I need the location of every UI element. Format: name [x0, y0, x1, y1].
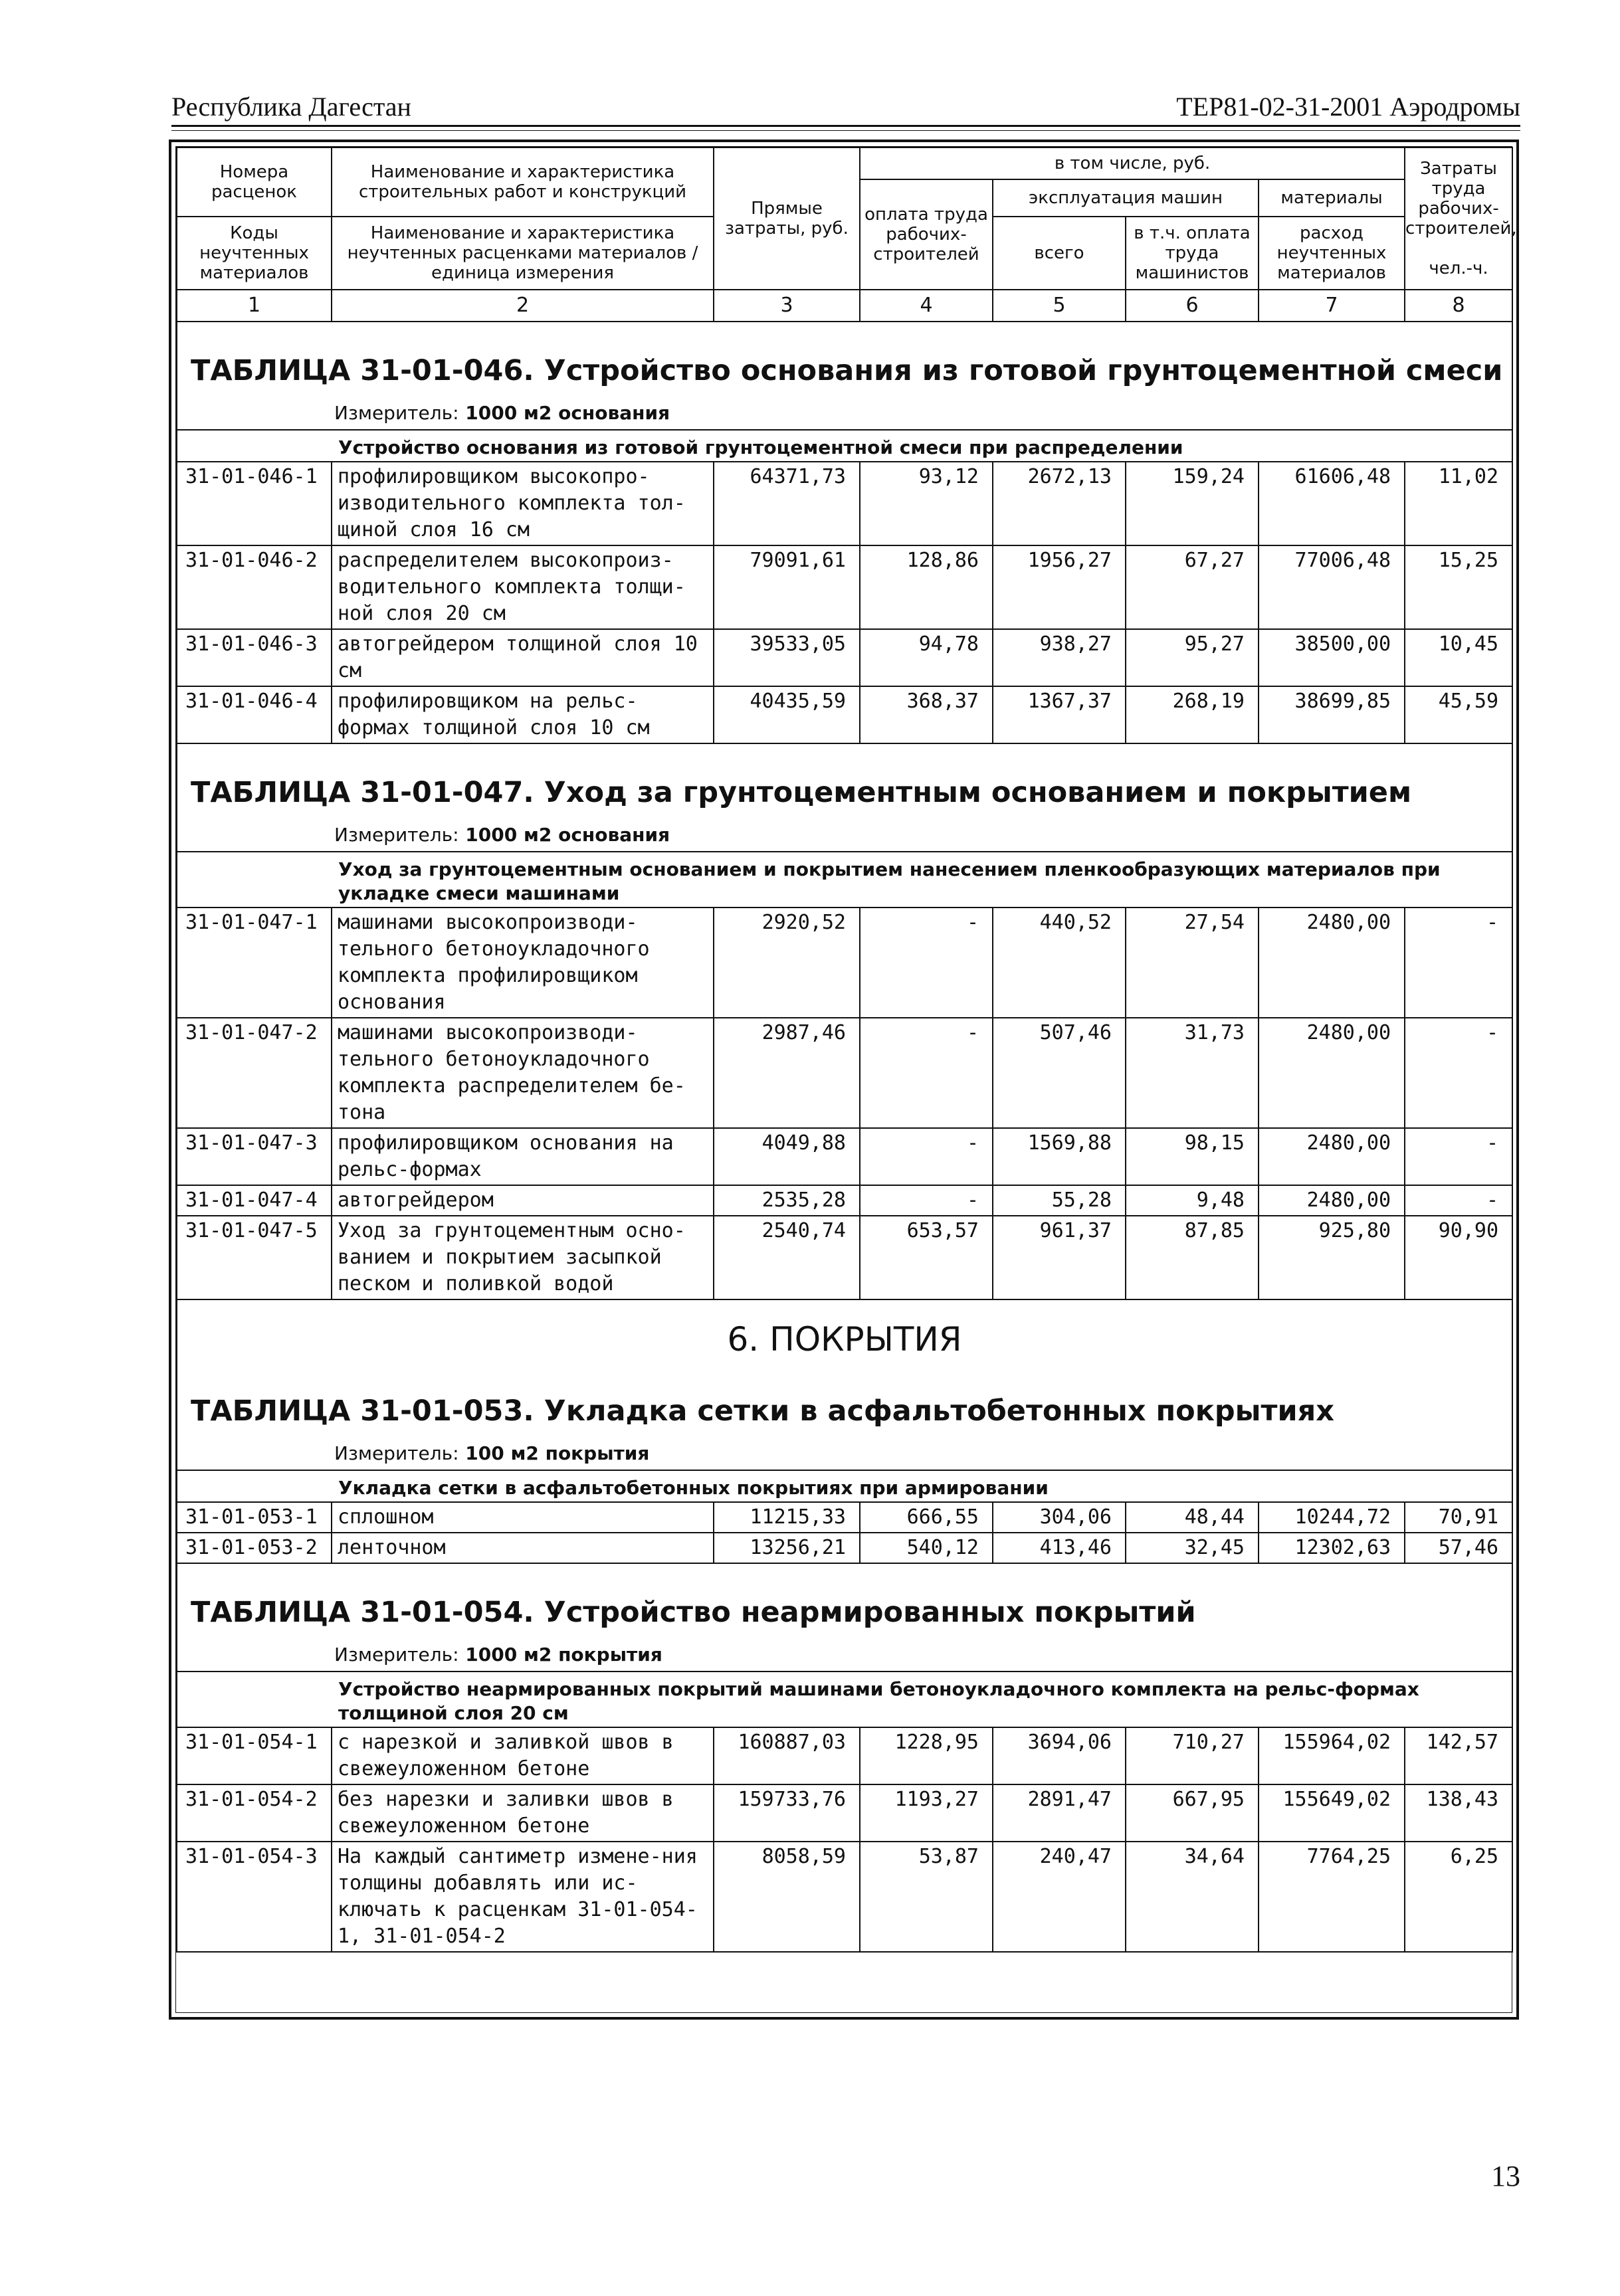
value-c4: 94,78 [860, 629, 993, 686]
subsection-title: Устройство основания из готовой грунтоцементной смеси при распределении [332, 430, 1512, 462]
rate-code: 31-01-046-2 [177, 545, 332, 629]
value-c3: 2987,46 [714, 1018, 860, 1128]
value-c4: 653,57 [860, 1216, 993, 1299]
table-row [177, 686, 1512, 743]
value-c6: 34,64 [1126, 1842, 1259, 1952]
unit-label: Измеритель: [334, 402, 459, 424]
value-c7: 10244,72 [1259, 1502, 1405, 1533]
col-number: 2 [332, 290, 714, 322]
rate-code: 31-01-047-4 [177, 1185, 332, 1216]
value-c6: 159,24 [1126, 462, 1259, 545]
unit-of-measure [177, 816, 1512, 852]
table-row [177, 1784, 1512, 1842]
unit-value: 1000 м2 основания [465, 402, 670, 424]
subsection-title: Укладка сетки в асфальтобетонных покрытиях при армировании [332, 1470, 1512, 1502]
value-c4: 666,55 [860, 1502, 993, 1533]
work-description: профилировщиком на рельс-формах толщиной слоя 10 см [332, 686, 714, 743]
table-row [177, 462, 1512, 545]
subsection-row [177, 852, 1512, 908]
rates-table [176, 147, 1517, 1953]
value-c7: 2480,00 [1259, 1185, 1405, 1216]
header-region: Республика Дагестан [171, 92, 411, 122]
value-c6: 31,73 [1126, 1018, 1259, 1128]
value-c5: 938,27 [993, 629, 1126, 686]
unit-of-measure [177, 1434, 1512, 1470]
col-number: 5 [993, 290, 1126, 322]
value-c6: 9,48 [1126, 1185, 1259, 1216]
table-row [177, 1842, 1512, 1952]
value-c3: 11215,33 [714, 1502, 860, 1533]
rate-code: 31-01-047-3 [177, 1128, 332, 1185]
value-c3: 2535,28 [714, 1185, 860, 1216]
page-header [171, 86, 1520, 127]
col-header-codes: Номера расценок [177, 147, 332, 217]
value-c6: 98,15 [1126, 1128, 1259, 1185]
value-c4: 1193,27 [860, 1784, 993, 1842]
value-c8: 6,25 [1405, 1842, 1512, 1952]
table-row [177, 1185, 1512, 1216]
work-description: машинами высокопроизводи-тельного бетоноукладочного комплекта распределителем бе-тона [332, 1018, 714, 1128]
table-title-row [177, 322, 1512, 394]
work-description: ленточном [332, 1533, 714, 1563]
value-c4: 368,37 [860, 686, 993, 743]
work-description: с нарезкой и заливкой швов в свежеуложенном бетоне [332, 1727, 714, 1784]
value-c6: 48,44 [1126, 1502, 1259, 1533]
rate-code: 31-01-046-3 [177, 629, 332, 686]
table-title: ТАБЛИЦА 31-01-053. Укладка сетки в асфальтобетонных покрытиях [177, 1363, 1512, 1434]
value-c4: 93,12 [860, 462, 993, 545]
value-c7: 38699,85 [1259, 686, 1405, 743]
page-number: 13 [1491, 2160, 1520, 2192]
unit-label: Измеритель: [334, 1442, 459, 1464]
value-c5: 55,28 [993, 1185, 1126, 1216]
rate-code: 31-01-046-4 [177, 686, 332, 743]
value-c4: - [860, 1018, 993, 1128]
unit-of-measure [177, 394, 1512, 430]
col-header-machines-total: всего [993, 217, 1126, 290]
value-c8: 142,57 [1405, 1727, 1512, 1784]
value-c3: 159733,76 [714, 1784, 860, 1842]
value-c4: 1228,95 [860, 1727, 993, 1784]
table-row [177, 1216, 1512, 1299]
table-row [177, 908, 1512, 1018]
table-row [177, 1128, 1512, 1185]
col-header-including: в том числе, руб. [860, 147, 1405, 179]
value-c3: 79091,61 [714, 545, 860, 629]
value-c7: 77006,48 [1259, 545, 1405, 629]
work-description: профилировщиком основания на рельс-формах [332, 1128, 714, 1185]
work-description: Уход за грунтоцементным осно-ванием и покрытием засыпкой песком и поливкой водой [332, 1216, 714, 1299]
value-c6: 32,45 [1126, 1533, 1259, 1563]
value-c3: 4049,88 [714, 1128, 860, 1185]
value-c7: 61606,48 [1259, 462, 1405, 545]
rate-code: 31-01-047-2 [177, 1018, 332, 1128]
value-c3: 13256,21 [714, 1533, 860, 1563]
value-c3: 8058,59 [714, 1842, 860, 1952]
value-c7: 2480,00 [1259, 1018, 1405, 1128]
unit-value: 100 м2 покрытия [465, 1442, 650, 1464]
value-c6: 268,19 [1126, 686, 1259, 743]
col-header-name: Наименование и характеристика строительных работ и конструкций [332, 147, 714, 217]
value-c5: 1367,37 [993, 686, 1126, 743]
header-rule [171, 130, 1520, 131]
work-description: профилировщиком высокопро-изводительного комплекта тол-щиной слоя 16 см [332, 462, 714, 545]
value-c4: - [860, 1128, 993, 1185]
col-number: 7 [1259, 290, 1405, 322]
value-c3: 40435,59 [714, 686, 860, 743]
value-c8: 57,46 [1405, 1533, 1512, 1563]
unit-value: 1000 м2 покрытия [465, 1644, 662, 1666]
work-description: сплошном [332, 1502, 714, 1533]
work-description: автогрейдером [332, 1185, 714, 1216]
value-c6: 27,54 [1126, 908, 1259, 1018]
value-c5: 1956,27 [993, 545, 1126, 629]
table-title-row [177, 1363, 1512, 1434]
rate-code: 31-01-053-2 [177, 1533, 332, 1563]
subsection-title: Устройство неармированных покрытий машинами бетоноукладочного комплекта на рельс-формах толщиной слоя 20 см [332, 1672, 1512, 1727]
rate-code: 31-01-046-1 [177, 462, 332, 545]
col-header-material-codes: Коды неучтенных материалов [177, 217, 332, 290]
col-number: 8 [1405, 290, 1512, 322]
value-c8: 11,02 [1405, 462, 1512, 545]
work-description: машинами высокопроизводи-тельного бетоноукладочного комплекта профилировщиком основания [332, 908, 714, 1018]
subsection-row [177, 1672, 1512, 1727]
rate-code: 31-01-047-1 [177, 908, 332, 1018]
value-c4: - [860, 1185, 993, 1216]
value-c8: - [1405, 1128, 1512, 1185]
value-c8: 90,90 [1405, 1216, 1512, 1299]
table-row [177, 629, 1512, 686]
subsection-blank [177, 852, 332, 908]
subsection-blank [177, 1470, 332, 1502]
column-numbers [177, 290, 1512, 322]
table-title: ТАБЛИЦА 31-01-046. Устройство основания из готовой грунтоцементной смеси [177, 322, 1512, 394]
col-header-materials: материалы [1259, 179, 1405, 217]
value-c7: 925,80 [1259, 1216, 1405, 1299]
table-title-row [177, 743, 1512, 816]
value-c5: 2891,47 [993, 1784, 1126, 1842]
table-row [177, 1533, 1512, 1563]
rate-code: 31-01-047-5 [177, 1216, 332, 1299]
work-description: автогрейдером толщиной слоя 10 см [332, 629, 714, 686]
value-c8: - [1405, 1185, 1512, 1216]
value-c6: 95,27 [1126, 629, 1259, 686]
col-number: 4 [860, 290, 993, 322]
col-header-wages: оплата труда рабочих-строителей [860, 179, 993, 290]
section-heading-row [177, 1299, 1512, 1363]
value-c8: 10,45 [1405, 629, 1512, 686]
col-number: 3 [714, 290, 860, 322]
value-c5: 413,46 [993, 1533, 1126, 1563]
unit-row [177, 1636, 1512, 1672]
value-c7: 7764,25 [1259, 1842, 1405, 1952]
table-frame [169, 140, 1519, 2020]
rate-code: 31-01-053-1 [177, 1502, 332, 1533]
col-number: 1 [177, 290, 332, 322]
value-c5: 304,06 [993, 1502, 1126, 1533]
value-c7: 38500,00 [1259, 629, 1405, 686]
value-c4: 540,12 [860, 1533, 993, 1563]
value-c3: 2540,74 [714, 1216, 860, 1299]
value-c8: 15,25 [1405, 545, 1512, 629]
table-title-row [177, 1563, 1512, 1636]
value-c5: 961,37 [993, 1216, 1126, 1299]
value-c6: 667,95 [1126, 1784, 1259, 1842]
value-c6: 67,27 [1126, 545, 1259, 629]
value-c7: 2480,00 [1259, 908, 1405, 1018]
col-header-material-name: Наименование и характеристика неучтенных расценками материалов / единица измерения [332, 217, 714, 290]
value-c8: 45,59 [1405, 686, 1512, 743]
unit-label: Измеритель: [334, 824, 459, 846]
rate-code: 31-01-054-3 [177, 1842, 332, 1952]
rate-code: 31-01-054-1 [177, 1727, 332, 1784]
table-title: ТАБЛИЦА 31-01-054. Устройство неармированных покрытий [177, 1563, 1512, 1636]
section-heading: 6. ПОКРЫТИЯ [177, 1299, 1512, 1363]
value-c3: 2920,52 [714, 908, 860, 1018]
unit-row [177, 816, 1512, 852]
col-header-machinists: в т.ч. оплата труда машинистов [1126, 217, 1259, 290]
value-c8: - [1405, 908, 1512, 1018]
subsection-blank [177, 430, 332, 462]
value-c5: 3694,06 [993, 1727, 1126, 1784]
value-c6: 87,85 [1126, 1216, 1259, 1299]
value-c7: 12302,63 [1259, 1533, 1405, 1563]
value-c8: 138,43 [1405, 1784, 1512, 1842]
rate-code: 31-01-054-2 [177, 1784, 332, 1842]
table-row [177, 1018, 1512, 1128]
table-row [177, 1727, 1512, 1784]
table-body [177, 322, 1512, 1952]
unit-row [177, 1434, 1512, 1470]
value-c5: 1569,88 [993, 1128, 1126, 1185]
value-c4: 128,86 [860, 545, 993, 629]
work-description: распределителем высокопроиз-водительного комплекта толщи-ной слоя 20 см [332, 545, 714, 629]
table-row [177, 1502, 1512, 1533]
value-c3: 64371,73 [714, 462, 860, 545]
value-c5: 240,47 [993, 1842, 1126, 1952]
col-header-labor-top: Затраты труда рабочих-строителей, [1405, 159, 1517, 239]
value-c4: - [860, 908, 993, 1018]
table-frame-inner [175, 146, 1517, 2013]
unit-of-measure [177, 1636, 1512, 1672]
col-header-machines: эксплуатация машин [993, 179, 1259, 217]
value-c7: 2480,00 [1259, 1128, 1405, 1185]
table-title: ТАБЛИЦА 31-01-047. Уход за грунтоцементным основанием и покрытием [177, 743, 1512, 816]
value-c5: 2672,13 [993, 462, 1126, 545]
value-c6: 710,27 [1126, 1727, 1259, 1784]
subsection-row [177, 430, 1512, 462]
header-document-code: ТЕР81-02-31-2001 Аэродромы [1176, 92, 1520, 122]
work-description: На каждый сантиметр измене-ния толщины добавлять или ис-ключать к расценкам 31-01-054-1, 31-01-054-2 [332, 1842, 714, 1952]
unit-row [177, 394, 1512, 430]
unit-label: Измеритель: [334, 1644, 459, 1666]
col-number: 6 [1126, 290, 1259, 322]
value-c8: 70,91 [1405, 1502, 1512, 1533]
value-c3: 39533,05 [714, 629, 860, 686]
subsection-blank [177, 1672, 332, 1727]
value-c3: 160887,03 [714, 1727, 860, 1784]
table-header [177, 147, 1517, 322]
value-c5: 440,52 [993, 908, 1126, 1018]
work-description: без нарезки и заливки швов в свежеуложенном бетоне [332, 1784, 714, 1842]
col-header-material-use: расход неучтенных материалов [1259, 217, 1405, 290]
unit-value: 1000 м2 основания [465, 824, 670, 846]
value-c4: 53,87 [860, 1842, 993, 1952]
col-header-labor-unit: чел.-ч. [1429, 258, 1488, 278]
table-row [177, 545, 1512, 629]
subsection-row [177, 1470, 1512, 1502]
col-header-labor [1405, 147, 1517, 290]
value-c7: 155964,02 [1259, 1727, 1405, 1784]
col-header-direct-costs: Прямые затраты, руб. [714, 147, 860, 290]
value-c8: - [1405, 1018, 1512, 1128]
subsection-title: Уход за грунтоцементным основанием и покрытием нанесением пленкообразующих материалов при укладке смеси машинами [332, 852, 1512, 908]
value-c5: 507,46 [993, 1018, 1126, 1128]
value-c7: 155649,02 [1259, 1784, 1405, 1842]
